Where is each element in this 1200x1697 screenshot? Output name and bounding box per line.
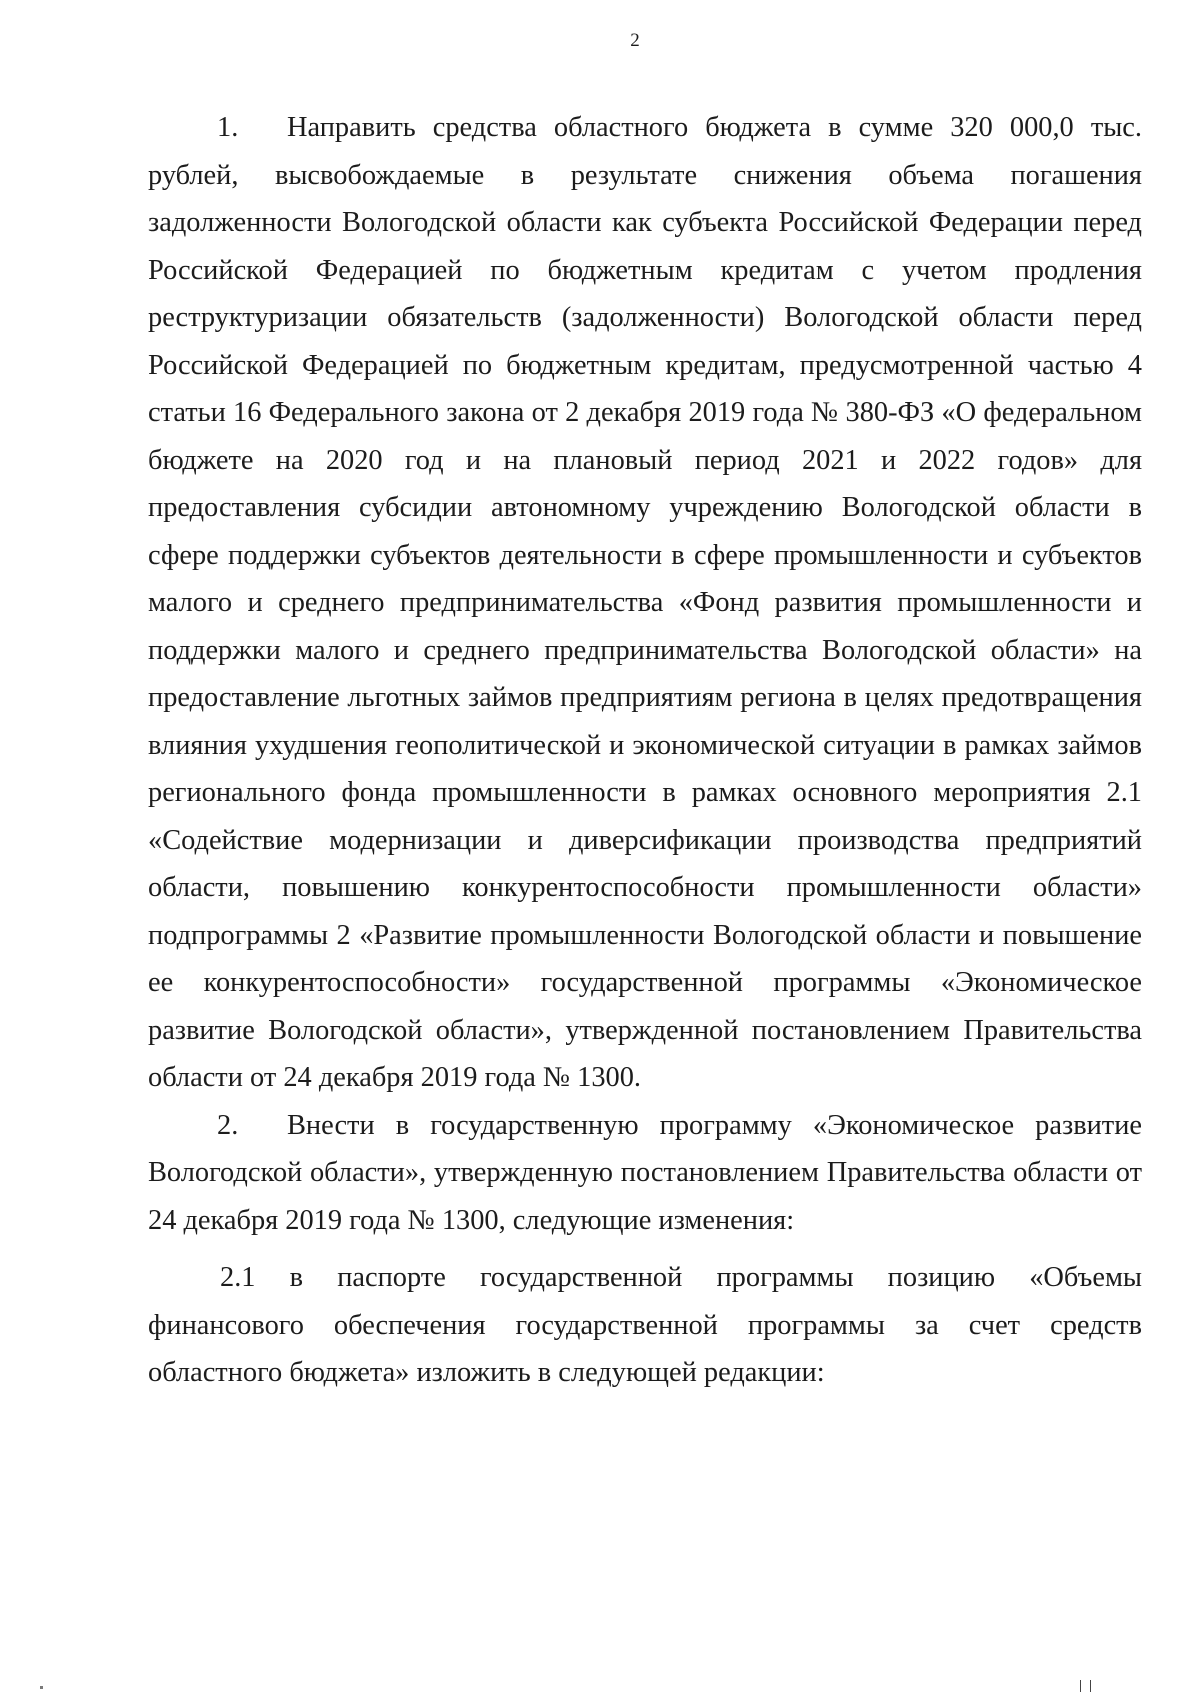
scan-artifact-dot [40,1686,43,1689]
paragraph-2-text: Внести в государственную программу «Экономическое развитие Вологодской области», утвержденную постановлением Правительства области от 24 декабря 2019 года № 1300, следующие изменения: [148,1109,1142,1236]
scan-artifact-mark [1080,1680,1091,1692]
page-number: 2 [630,30,640,51]
paragraph-2-1-text: 2.1 в паспорте государственной программы позицию «Объемы финансового обеспечения государственной программы за счет средств областного бюджета» изложить в следующей редакции: [148,1262,1142,1388]
paragraph-2 [148,1102,1142,1245]
paragraph-2-number: 2. [217,1109,239,1141]
document-body [148,104,1142,1397]
paragraph-2-1 [148,1254,1142,1397]
paragraph-1 [148,104,1142,1102]
paragraph-1-text: Направить средства областного бюджета в сумме 320 000,0 тыс. рублей, высвобождаемые в результате снижения объема погашения задолженности Вологодской области как субъекта Российской Федерации перед Российской Федерацией по бюджетным кредитам с учетом продления реструктуризации обязательств (задолженности) Вологодской области перед Российской Федерацией по бюджетным кредитам, предусмотренной частью 4 статьи 16 Федерального закона от 2 декабря 2019 года № 380-ФЗ «О федеральном бюджете на 2020 год и на плановый период 2021 и 2022 годов» для предоставления субсидии автономному учреждению Вологодской области в сфере поддержки субъектов деятельности в сфере промышленности и субъектов малого и среднего предпринимательства «Фонд развития промышленности и поддержки малого и среднего предпринимательства Вологодской области» на предоставление льготных займов предприятиям региона в целях предотвращения влияния ухудшения геополитической и экономической ситуации в рамках займов регионального фонда промышленности в рамках основного мероприятия 2.1 «Содействие модернизации и диверсификации производства предприятий области, повышению конкурентоспособности промышленности области» подпрограммы 2 «Развитие промышленности Вологодской области и повышение ее конкурентоспособности» государственной программы «Экономическое развитие Вологодской области», утвержденной постановлением Правительства области от 24 декабря 2019 года № 1300. [148,112,1142,1093]
paragraph-1-number: 1. [217,112,239,143]
